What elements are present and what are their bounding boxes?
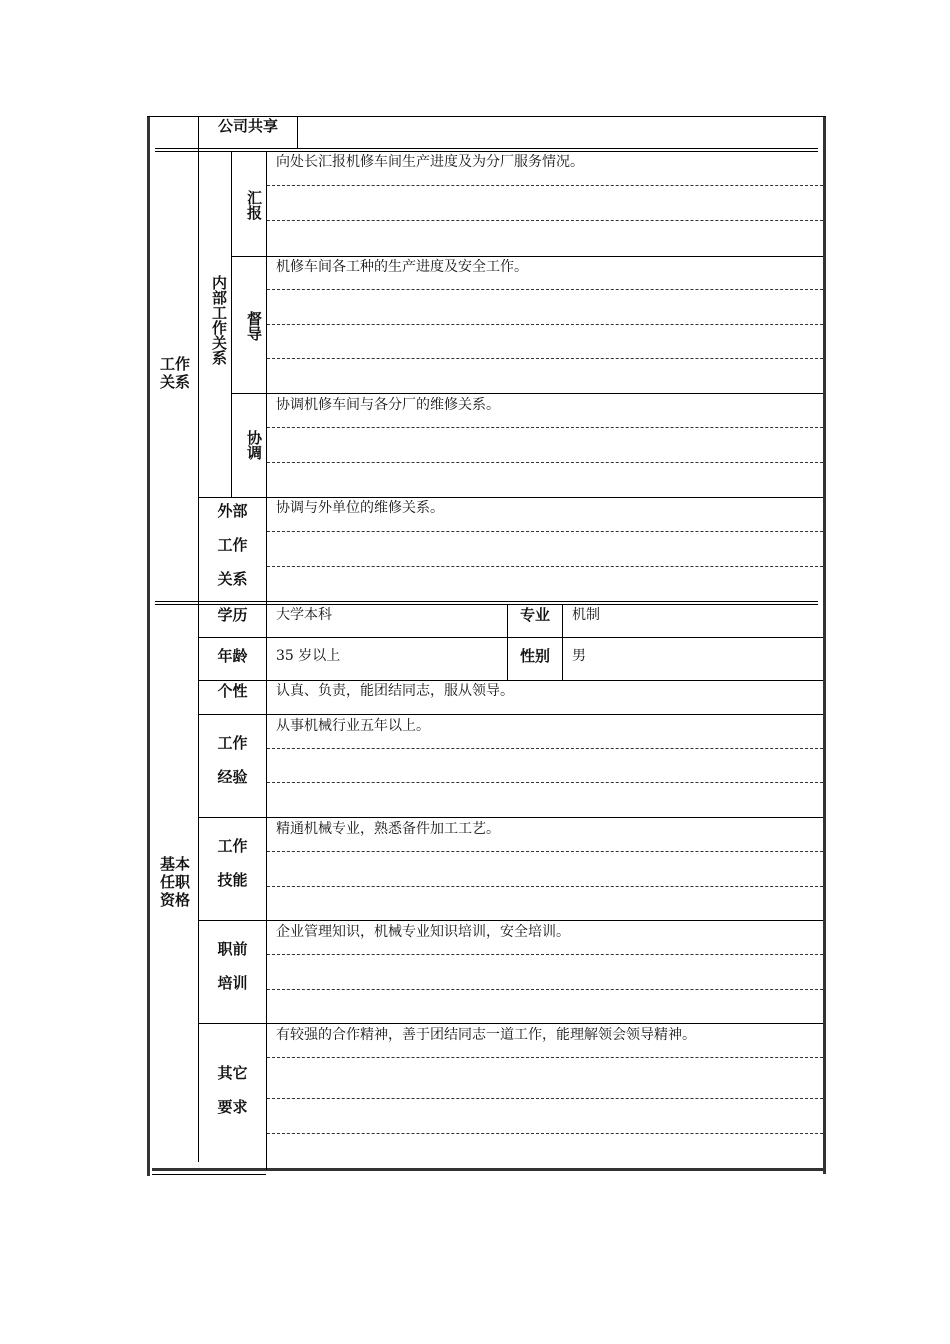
dashed-line xyxy=(267,324,823,325)
frame-left-border xyxy=(147,116,150,1176)
dashed-line xyxy=(267,851,823,852)
external-text: 协调与外单位的维修关系。 xyxy=(276,500,444,516)
row-line-experience xyxy=(198,817,823,818)
dashed-line xyxy=(267,566,823,567)
col-line-3 xyxy=(266,151,267,1170)
gender-label: 性别 xyxy=(519,647,550,665)
dashed-line xyxy=(267,1098,823,1099)
coordinate-label: 协调 xyxy=(245,430,263,460)
experience-label-line: 工作 xyxy=(217,734,248,752)
training-label xyxy=(199,932,266,1000)
row-line-report xyxy=(231,256,823,257)
col-line-header xyxy=(297,116,298,149)
external-label-line: 关系 xyxy=(217,570,248,588)
report-label: 汇报 xyxy=(245,190,263,220)
skills-label xyxy=(199,829,266,897)
dashed-line xyxy=(267,220,823,221)
col-line-major-value xyxy=(562,604,563,680)
other-label-line: 要求 xyxy=(217,1098,248,1116)
dashed-line xyxy=(267,358,823,359)
training-text: 企业管理知识，机械专业知识培训，安全培训。 xyxy=(276,924,570,940)
supervise-label: 督导 xyxy=(245,311,263,341)
row-line-education xyxy=(198,637,823,638)
supervise-text: 机修车间各工种的生产进度及安全工作。 xyxy=(276,259,528,275)
external-label-line: 外部 xyxy=(217,502,248,520)
training-label-line: 职前 xyxy=(217,940,248,958)
training-label-line: 培训 xyxy=(217,974,248,992)
dashed-line xyxy=(267,1057,823,1058)
row-line-personality xyxy=(198,714,823,715)
personality-label: 个性 xyxy=(217,682,248,700)
skills-text: 精通机械专业，熟悉备件加工工艺。 xyxy=(276,821,500,837)
dashed-line xyxy=(267,748,823,749)
dashed-line xyxy=(267,462,823,463)
frame-bottom-shadow xyxy=(152,1174,266,1175)
dashed-line xyxy=(267,531,823,532)
section-divider-b xyxy=(155,604,818,605)
experience-label xyxy=(199,726,266,794)
other-label-line: 其它 xyxy=(217,1064,248,1082)
major-value: 机制 xyxy=(572,607,600,623)
work-relations-label: 工作关系 xyxy=(159,355,190,391)
row-line-internal xyxy=(198,497,823,498)
header-label: 公司共享 xyxy=(217,117,278,135)
frame-right-border xyxy=(823,116,826,1174)
external-relations-label xyxy=(199,494,266,596)
experience-text: 从事机械行业五年以上。 xyxy=(276,718,430,734)
dashed-line xyxy=(267,782,823,783)
qualifications-label: 基本任职资格 xyxy=(159,855,190,909)
dashed-line xyxy=(267,185,823,186)
row-line-supervise xyxy=(231,393,823,394)
dashed-line xyxy=(267,954,823,955)
row-line-training xyxy=(198,1023,823,1024)
row-line-skills xyxy=(198,920,823,921)
other-requirements-text: 有较强的合作精神，善于团结同志一道工作，能理解领会领导精神。 xyxy=(276,1027,696,1043)
other-requirements-label xyxy=(199,1056,266,1124)
header-divider-b xyxy=(155,151,818,152)
report-text: 向处长汇报机修车间生产进度及为分厂服务情况。 xyxy=(276,154,584,170)
dashed-line xyxy=(267,427,823,428)
age-value: 35 岁以上 xyxy=(276,648,341,664)
dashed-line xyxy=(267,886,823,887)
dashed-line xyxy=(267,989,823,990)
internal-relations-label: 内部工作关系 xyxy=(210,275,228,365)
personality-value: 认真、负责，能团结同志，服从领导。 xyxy=(276,683,514,699)
skills-label-line: 工作 xyxy=(217,837,248,855)
dashed-line xyxy=(267,289,823,290)
header-divider-a xyxy=(155,148,818,149)
dashed-line xyxy=(267,1133,823,1134)
skills-label-line: 技能 xyxy=(217,871,248,889)
frame-bottom-border xyxy=(152,1168,826,1171)
coordinate-text: 协调机修车间与各分厂的维修关系。 xyxy=(276,397,500,413)
age-label: 年龄 xyxy=(217,647,248,665)
education-label: 学历 xyxy=(217,606,248,624)
external-label-line: 工作 xyxy=(217,536,248,554)
row-line-age xyxy=(198,680,823,681)
major-label: 专业 xyxy=(519,606,550,624)
gender-value: 男 xyxy=(572,648,586,664)
experience-label-line: 经验 xyxy=(217,768,248,786)
education-value: 大学本科 xyxy=(276,607,332,623)
section-divider-a xyxy=(155,601,818,602)
